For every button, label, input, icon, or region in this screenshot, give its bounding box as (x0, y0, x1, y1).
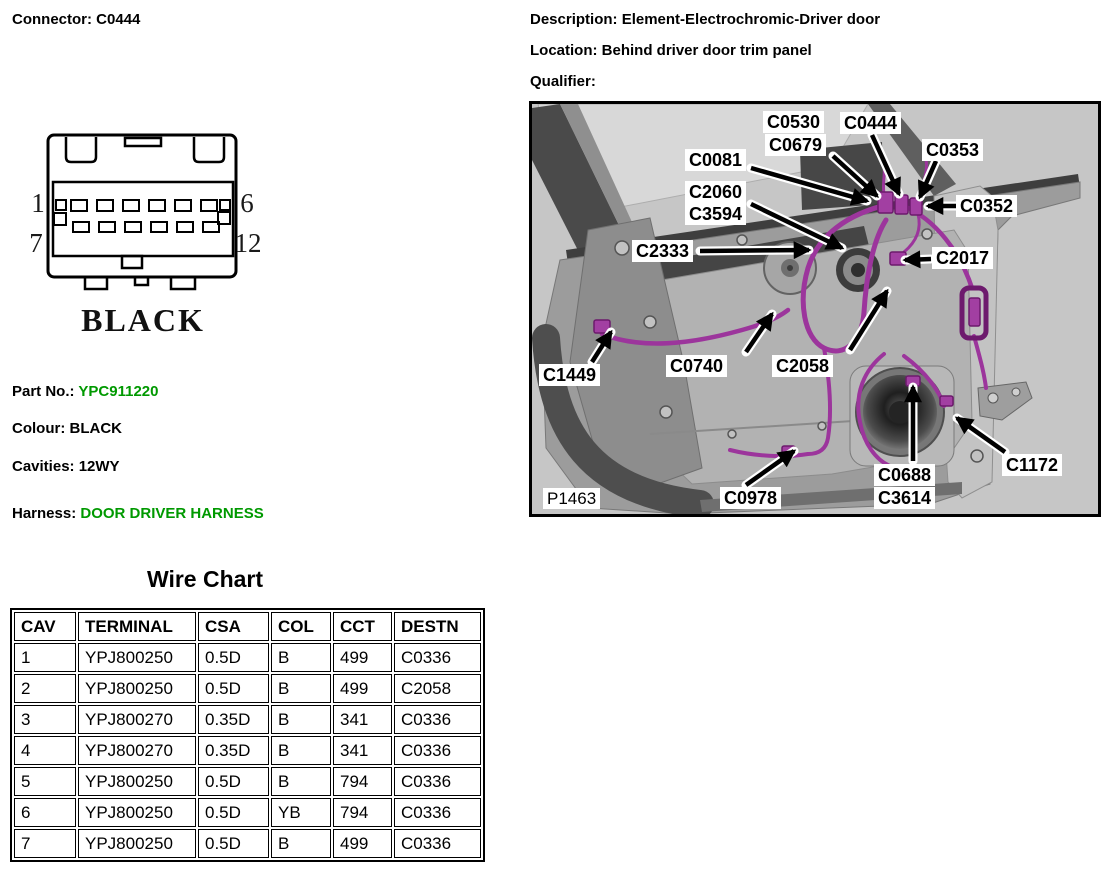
wire-chart-table (10, 608, 485, 862)
part-no-label: Part No.: (12, 383, 75, 400)
wire-row (14, 736, 481, 765)
qualifier-line (530, 73, 596, 90)
wire-cell: 3 (14, 705, 76, 734)
column-header-destn: DESTN (394, 612, 481, 641)
connector-face-drawing (26, 118, 266, 336)
door-location-figure (529, 101, 1101, 517)
wire-cell: B (271, 643, 331, 672)
callout-c0740: C0740 (666, 355, 727, 377)
callout-c1172: C1172 (1002, 454, 1062, 476)
connector-id-label: Connector: (12, 11, 92, 28)
door-diagram-illustration (532, 104, 1098, 514)
location-line (530, 42, 812, 59)
connector-bottom-tab (122, 256, 142, 268)
wire-cell: 0.5D (198, 674, 269, 703)
harness-value: DOOR DRIVER HARNESS (80, 505, 264, 522)
cavities-value: 12WY (78, 458, 120, 475)
connector-foot-center (135, 277, 148, 285)
figure-id-label: P1463 (543, 488, 600, 509)
callout-c0081: C0081 (685, 149, 746, 171)
connector-notch-right (194, 137, 224, 162)
connector-notch-left (66, 137, 96, 162)
pin-label-7: 7 (29, 228, 43, 258)
wire-cell: B (271, 736, 331, 765)
connector-foot-left (85, 277, 107, 289)
wire-cell: 1 (14, 643, 76, 672)
wire-cell: C2058 (394, 674, 481, 703)
description-label: Description: (530, 11, 618, 28)
callout-c0679: C0679 (765, 134, 826, 156)
wire-row (14, 798, 481, 827)
cavities-line (12, 458, 120, 475)
connector-pins-top-row (56, 200, 230, 211)
wire-cell: 0.5D (198, 829, 269, 858)
callout-c0353: C0353 (922, 139, 983, 161)
wire-cell: 0.5D (198, 767, 269, 796)
connector-foot-right (171, 277, 195, 289)
cavities-label: Cavities: (12, 458, 75, 475)
wire-cell: C0336 (394, 736, 481, 765)
callout-c1449: C1449 (539, 364, 600, 386)
wire-cell: YPJ800250 (78, 798, 196, 827)
wire-cell: 0.35D (198, 736, 269, 765)
column-header-col: COL (271, 612, 331, 641)
connector-pins-bottom-row (54, 212, 230, 232)
pin-label-1: 1 (31, 188, 45, 218)
callout-c0530: C0530 (763, 111, 824, 133)
column-header-csa: CSA (198, 612, 269, 641)
description-line (530, 11, 880, 28)
wire-cell: 0.35D (198, 705, 269, 734)
wire-cell: 499 (333, 829, 392, 858)
connector-color-label: BLACK (81, 302, 205, 336)
wire-cell: YPJ800270 (78, 705, 196, 734)
harness-label: Harness: (12, 505, 77, 522)
wire-cell: 5 (14, 767, 76, 796)
wire-row (14, 643, 481, 672)
callout-arrow-c2017 (905, 259, 931, 260)
callout-c2058: C2058 (772, 355, 833, 377)
wire-row (14, 829, 481, 858)
wire-cell: 0.5D (198, 798, 269, 827)
wire-cell: C0336 (394, 798, 481, 827)
connector-top-tab (125, 138, 161, 146)
callout-c0688: C0688 (874, 464, 935, 486)
wire-cell: 7 (14, 829, 76, 858)
column-header-cav: CAV (14, 612, 76, 641)
location-label: Location: (530, 42, 598, 59)
wire-cell: C0336 (394, 829, 481, 858)
colour-value: BLACK (69, 420, 122, 437)
wire-cell: YPJ800270 (78, 736, 196, 765)
column-header-cct: CCT (333, 612, 392, 641)
wire-cell: 6 (14, 798, 76, 827)
wire-cell: YPJ800250 (78, 829, 196, 858)
glass-dark-patch (800, 142, 884, 210)
wire-row (14, 767, 481, 796)
connector-c1172-blob (940, 396, 953, 406)
part-no-value: YPC911220 (78, 383, 159, 400)
location-value: Behind driver door trim panel (601, 42, 812, 59)
wire-cell: 794 (333, 767, 392, 796)
wire-cell: 341 (333, 705, 392, 734)
callout-c3614: C3614 (874, 487, 935, 509)
wire-cell: YPJ800250 (78, 674, 196, 703)
wire-cell: YB (271, 798, 331, 827)
callout-c2017: C2017 (932, 247, 993, 269)
connector-pin-field (53, 182, 233, 256)
wire-cell: 2 (14, 674, 76, 703)
wire-cell: C0336 (394, 643, 481, 672)
wire-cell: 341 (333, 736, 392, 765)
callout-c3594: C3594 (685, 203, 746, 225)
pin-label-6: 6 (240, 188, 254, 218)
wire-cell: B (271, 674, 331, 703)
wire-cell: YPJ800250 (78, 643, 196, 672)
wire-cell: 794 (333, 798, 392, 827)
colour-label: Colour: (12, 420, 66, 437)
wire-cell: 499 (333, 643, 392, 672)
wire-row (14, 705, 481, 734)
column-header-terminal: TERMINAL (78, 612, 196, 641)
pin-label-12: 12 (234, 228, 262, 258)
wire-cell: YPJ800250 (78, 767, 196, 796)
part-no-line (12, 383, 159, 400)
harness-line (12, 505, 264, 522)
wire-row (14, 674, 481, 703)
wire-cell: 0.5D (198, 643, 269, 672)
wire-cell: C0336 (394, 767, 481, 796)
callout-c2060: C2060 (685, 181, 746, 203)
wire-cell: 499 (333, 674, 392, 703)
wire-cell: B (271, 829, 331, 858)
wire-chart-body (14, 643, 481, 858)
callout-c2333: C2333 (632, 240, 693, 262)
connector-id-line (12, 11, 140, 28)
woofer-speaker (850, 366, 954, 466)
wire-cell: C0336 (394, 705, 481, 734)
description-value: Element-Electrochromic-Driver door (621, 11, 881, 28)
wire-cell: B (271, 705, 331, 734)
qualifier-label: Qualifier: (530, 73, 596, 90)
callout-c0444: C0444 (840, 112, 901, 134)
callout-c0352: C0352 (956, 195, 1017, 217)
colour-line (12, 420, 122, 437)
wire-chart-title: Wire Chart (146, 566, 264, 592)
connector-id-value: C0444 (96, 11, 141, 28)
callout-c0978: C0978 (720, 487, 781, 509)
wire-cell: B (271, 767, 331, 796)
wire-chart-header (14, 612, 481, 641)
callout-arrow-c2333 (700, 250, 809, 251)
wire-cell: 4 (14, 736, 76, 765)
